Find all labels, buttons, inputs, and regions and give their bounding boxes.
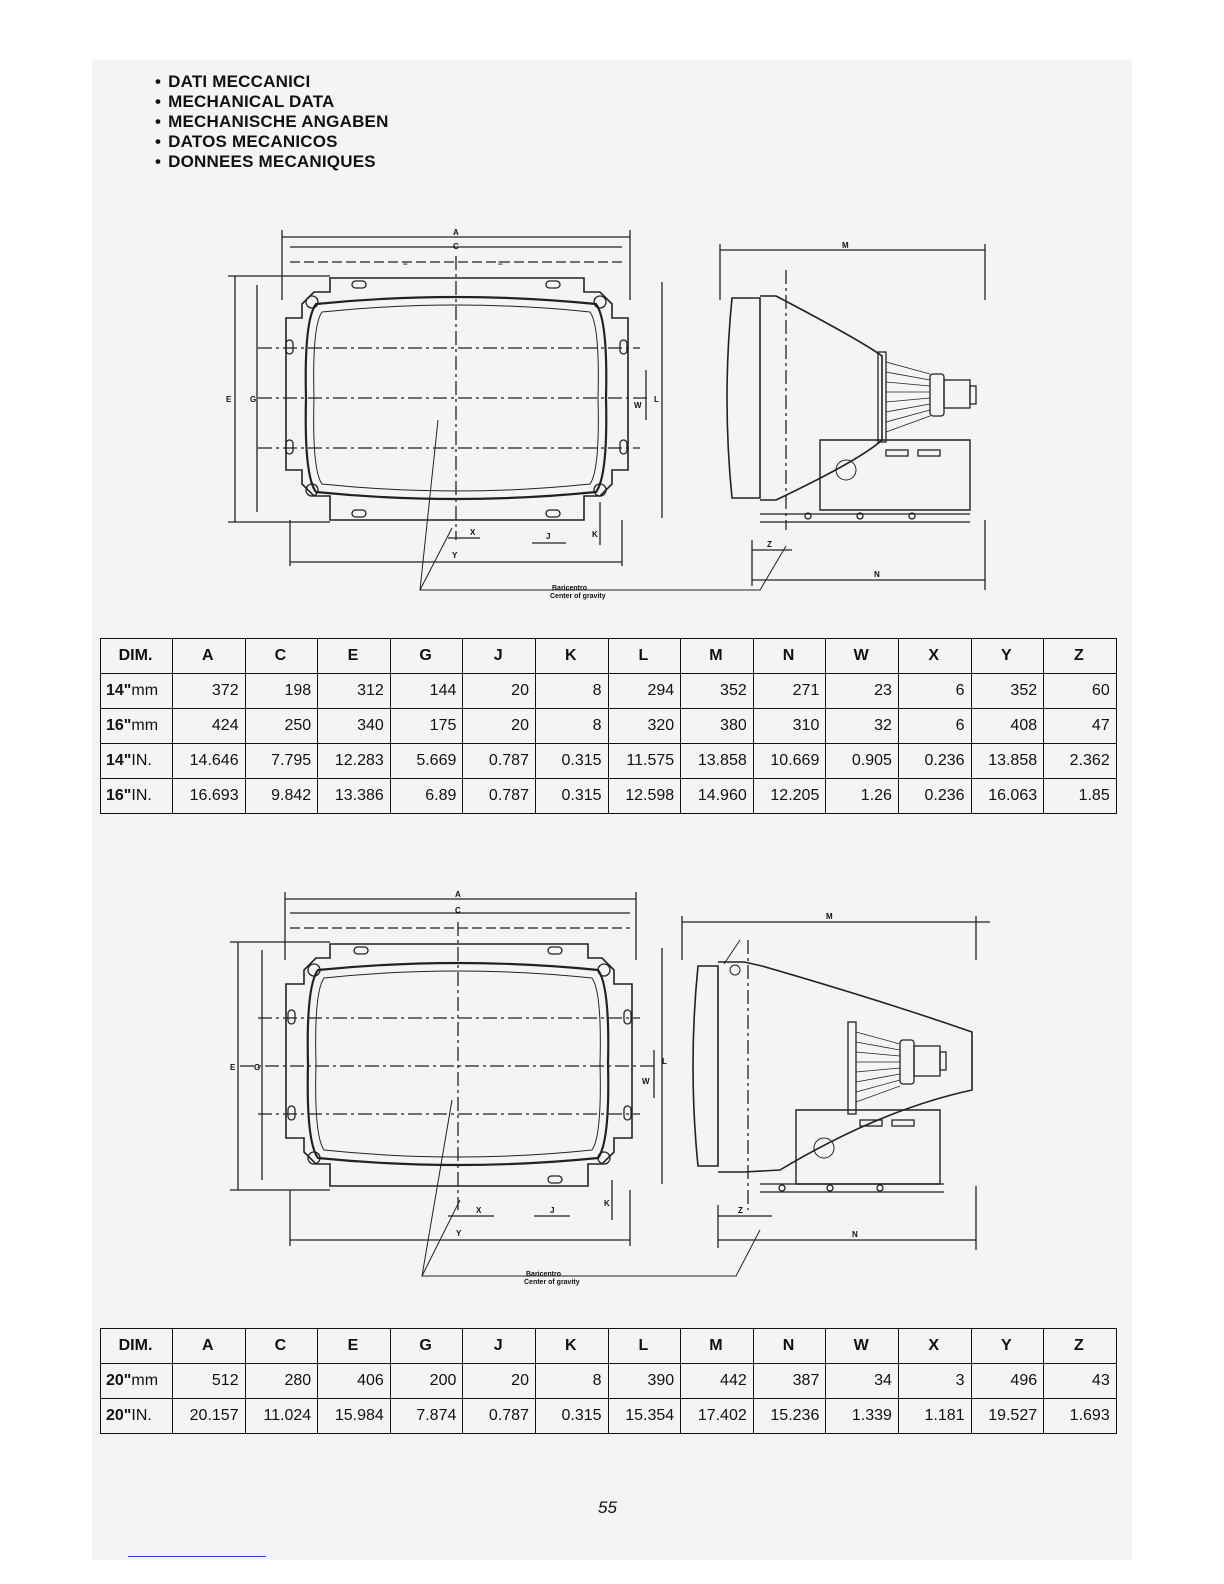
dim-label-w: W: [642, 1077, 650, 1086]
header-y: Y: [971, 639, 1044, 674]
header-m: M: [681, 1329, 754, 1364]
cell: 380: [681, 709, 754, 744]
header-w: W: [826, 639, 899, 674]
cell: 1.339: [826, 1399, 899, 1434]
cell: 32: [826, 709, 899, 744]
cell: 11.024: [245, 1399, 318, 1434]
cell: 424: [173, 709, 246, 744]
cell: 271: [753, 674, 826, 709]
header-n: N: [753, 1329, 826, 1364]
front-view: [230, 890, 760, 1286]
cell: 6: [898, 674, 971, 709]
caption-baricentro: Baricentro: [526, 1271, 562, 1278]
cell: 8: [535, 674, 608, 709]
cell: 13.858: [681, 744, 754, 779]
row-label: 20"mm: [101, 1364, 173, 1399]
header-g: G: [390, 639, 463, 674]
cell: 0.315: [535, 744, 608, 779]
header-l: L: [608, 1329, 681, 1364]
heading-es: • DATOS MECANICOS: [155, 132, 389, 152]
cell: 0.315: [535, 779, 608, 814]
header-a: A: [173, 639, 246, 674]
footer-rule: [128, 1556, 266, 1557]
cell: 19.527: [971, 1399, 1044, 1434]
cell: 0.905: [826, 744, 899, 779]
header-m: M: [681, 639, 754, 674]
dim-label-c: C: [455, 906, 461, 915]
cell: 47: [1044, 709, 1117, 744]
cell: 12.283: [318, 744, 391, 779]
cell: 13.858: [971, 744, 1044, 779]
cell: 15.236: [753, 1399, 826, 1434]
cell: 1.26: [826, 779, 899, 814]
table-header-row: [101, 1329, 1117, 1364]
cell: 16.693: [173, 779, 246, 814]
dim-label-z: Z: [738, 1206, 743, 1215]
dimension-table-20: [100, 1328, 1117, 1434]
cell: 3: [898, 1364, 971, 1399]
row-label: 20"IN.: [101, 1399, 173, 1434]
header-k: K: [535, 1329, 608, 1364]
cell: 23: [826, 674, 899, 709]
dim-label-l: L: [654, 395, 659, 404]
cell: 310: [753, 709, 826, 744]
cell: 1.85: [1044, 779, 1117, 814]
cell: 17.402: [681, 1399, 754, 1434]
cell: 250: [245, 709, 318, 744]
dim-label-n: N: [874, 570, 880, 579]
cell: 408: [971, 709, 1044, 744]
cell: 8: [535, 1364, 608, 1399]
cell: 1.181: [898, 1399, 971, 1434]
dim-label-m: M: [826, 912, 833, 921]
cell: 280: [245, 1364, 318, 1399]
cell: 8: [535, 709, 608, 744]
cell: 390: [608, 1364, 681, 1399]
cell: 0.236: [898, 779, 971, 814]
cell: 60: [1044, 674, 1117, 709]
caption-center-of-gravity: Center of gravity: [550, 593, 606, 600]
cell: 0.787: [463, 1399, 536, 1434]
cell: 9.842: [245, 779, 318, 814]
header-dim: DIM.: [101, 639, 173, 674]
cell: 496: [971, 1364, 1044, 1399]
cell: 294: [608, 674, 681, 709]
header-k: K: [535, 639, 608, 674]
header-w: W: [826, 1329, 899, 1364]
page-number: 55: [598, 1498, 617, 1517]
header-a: A: [173, 1329, 246, 1364]
caption-center-of-gravity: Center of gravity: [524, 1279, 580, 1286]
header-j: J: [463, 639, 536, 674]
dim-label-k: K: [592, 530, 598, 539]
cell: 2.362: [1044, 744, 1117, 779]
cell: 7.874: [390, 1399, 463, 1434]
cell: 1.693: [1044, 1399, 1117, 1434]
row-label: 14"mm: [101, 674, 173, 709]
header-dim: DIM.: [101, 1329, 173, 1364]
cell: 5.669: [390, 744, 463, 779]
cell: 10.669: [753, 744, 826, 779]
dim-label-w: W: [634, 401, 642, 410]
header-c: C: [245, 1329, 318, 1364]
row-label: 16"IN.: [101, 779, 173, 814]
cell: 320: [608, 709, 681, 744]
cell: 198: [245, 674, 318, 709]
heading-fr: • DONNEES MECANIQUES: [155, 152, 389, 172]
cell: 6.89: [390, 779, 463, 814]
cell: 20: [463, 1364, 536, 1399]
header-e: E: [318, 639, 391, 674]
cell: 352: [681, 674, 754, 709]
cell: 0.236: [898, 744, 971, 779]
header-x: X: [898, 639, 971, 674]
cell: 11.575: [608, 744, 681, 779]
header-n: N: [753, 639, 826, 674]
dim-label-j: J: [546, 532, 551, 541]
cell: 15.984: [318, 1399, 391, 1434]
header-x: X: [898, 1329, 971, 1364]
cell: 312: [318, 674, 391, 709]
dim-label-a: A: [455, 890, 461, 899]
dim-label-x: X: [470, 528, 476, 537]
heading-de: • MECHANISCHE ANGABEN: [155, 112, 389, 132]
cell: 387: [753, 1364, 826, 1399]
header-g: G: [390, 1329, 463, 1364]
table-row: [101, 1364, 1117, 1399]
caption-baricentro: Baricentro: [552, 585, 588, 592]
cell: 7.795: [245, 744, 318, 779]
cell: 512: [173, 1364, 246, 1399]
cell: 406: [318, 1364, 391, 1399]
dim-label-l: L: [662, 1057, 667, 1066]
cell: 14.960: [681, 779, 754, 814]
cell: 15.354: [608, 1399, 681, 1434]
dim-label-n: N: [852, 1230, 858, 1239]
header-z: Z: [1044, 639, 1117, 674]
cell: 43: [1044, 1364, 1117, 1399]
cell: 13.386: [318, 779, 391, 814]
dim-label-e: E: [226, 395, 232, 404]
side-view: [682, 912, 990, 1250]
cell: 0.787: [463, 779, 536, 814]
heading-it: • DATI MECCANICI: [155, 72, 389, 92]
cell: 372: [173, 674, 246, 709]
cell: 12.598: [608, 779, 681, 814]
cell: 352: [971, 674, 1044, 709]
cell: 0.315: [535, 1399, 608, 1434]
dim-label-g: G: [254, 1063, 261, 1072]
cell: 14.646: [173, 744, 246, 779]
cell: 12.205: [753, 779, 826, 814]
cell: 442: [681, 1364, 754, 1399]
dim-label-eq-2: =: [498, 259, 503, 268]
cell: 16.063: [971, 779, 1044, 814]
heading-en: • MECHANICAL DATA: [155, 92, 389, 112]
header-z: Z: [1044, 1329, 1117, 1364]
cell: 0.787: [463, 744, 536, 779]
dim-label-x: X: [476, 1206, 482, 1215]
cell: 20: [463, 709, 536, 744]
cell: 144: [390, 674, 463, 709]
dim-label-z: Z: [767, 540, 772, 549]
cell: 20.157: [173, 1399, 246, 1434]
cell: 175: [390, 709, 463, 744]
row-label: 14"IN.: [101, 744, 173, 779]
dim-label-g: G: [250, 395, 257, 404]
cell: 200: [390, 1364, 463, 1399]
cell: 340: [318, 709, 391, 744]
cell: 20: [463, 674, 536, 709]
dim-label-k: K: [604, 1199, 610, 1208]
header-l: L: [608, 639, 681, 674]
header-c: C: [245, 639, 318, 674]
table-row: [101, 1399, 1117, 1434]
dim-label-y: Y: [456, 1229, 462, 1238]
dim-label-eq-1: =: [403, 259, 408, 268]
header-e: E: [318, 1329, 391, 1364]
header-j: J: [463, 1329, 536, 1364]
dim-label-y: Y: [452, 551, 458, 560]
cell: 6: [898, 709, 971, 744]
dim-label-m: M: [842, 241, 849, 250]
dim-label-j: J: [550, 1206, 555, 1215]
row-label: 16"mm: [101, 709, 173, 744]
dim-label-e: E: [230, 1063, 236, 1072]
cell: 34: [826, 1364, 899, 1399]
header-y: Y: [971, 1329, 1044, 1364]
dim-label-a: A: [453, 228, 459, 237]
dim-label-c: C: [453, 242, 459, 251]
